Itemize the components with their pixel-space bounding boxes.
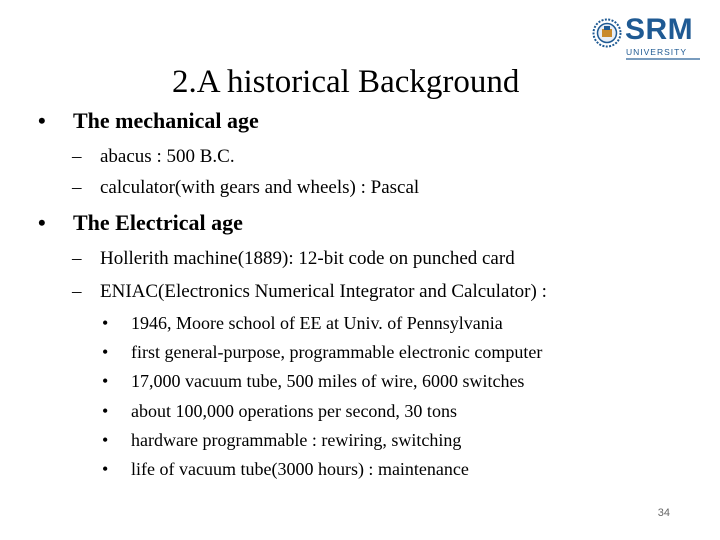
sub-bullet-text: abacus : 500 B.C. — [100, 146, 235, 167]
detail-text: first general-purpose, programmable electronic computer — [131, 342, 543, 362]
page-number: 34 — [657, 507, 670, 519]
eniac-detail — [102, 458, 469, 480]
sub-bullet-hollerith — [72, 247, 515, 271]
sub-bullet-abacus — [72, 145, 235, 169]
eniac-detail — [102, 370, 524, 392]
eniac-detail — [102, 429, 461, 451]
eniac-detail — [102, 312, 503, 334]
bullet-marker: • — [38, 210, 46, 235]
bullet-marker: • — [38, 108, 46, 133]
bullet-label: The mechanical age — [73, 108, 259, 133]
sub-bullet-calculator — [72, 176, 419, 200]
bullet-marker: • — [102, 371, 109, 391]
detail-text: 1946, Moore school of EE at Univ. of Pennsylvania — [131, 313, 503, 333]
dash-marker: – — [72, 146, 82, 167]
dash-marker: – — [72, 177, 82, 198]
emblem-icon — [592, 18, 622, 48]
detail-text: about 100,000 operations per second, 30 tons — [131, 401, 457, 421]
detail-text: life of vacuum tube(3000 hours) : maintenance — [131, 459, 469, 479]
detail-text: 17,000 vacuum tube, 500 miles of wire, 6000 switches — [131, 371, 525, 391]
bullet-mechanical-age — [38, 107, 259, 135]
sub-bullet-text: ENIAC(Electronics Numerical Integrator and Calculator) : — [100, 281, 547, 302]
bullet-label: The Electrical age — [73, 210, 243, 235]
sub-bullet-eniac — [72, 280, 547, 304]
logo-underline — [626, 58, 700, 60]
bullet-marker: • — [102, 430, 109, 450]
sub-bullet-text: Hollerith machine(1889): 12-bit code on punched card — [100, 248, 515, 269]
detail-text: hardware programmable : rewiring, switching — [131, 430, 462, 450]
bullet-marker: • — [102, 342, 109, 362]
bullet-marker: • — [102, 459, 109, 479]
dash-marker: – — [72, 281, 82, 302]
dash-marker: – — [72, 248, 82, 269]
logo-wordmark: SRM — [625, 13, 694, 46]
logo-subtitle: UNIVERSITY — [626, 47, 688, 57]
bullet-marker: • — [102, 401, 109, 421]
eniac-detail — [102, 400, 457, 422]
slide-title: 2.A historical Background — [172, 64, 520, 100]
eniac-detail — [102, 341, 542, 363]
bullet-electrical-age — [38, 209, 243, 237]
bullet-marker: • — [102, 313, 109, 333]
sub-bullet-text: calculator(with gears and wheels) : Pascal — [100, 177, 420, 198]
srm-logo — [592, 14, 704, 62]
